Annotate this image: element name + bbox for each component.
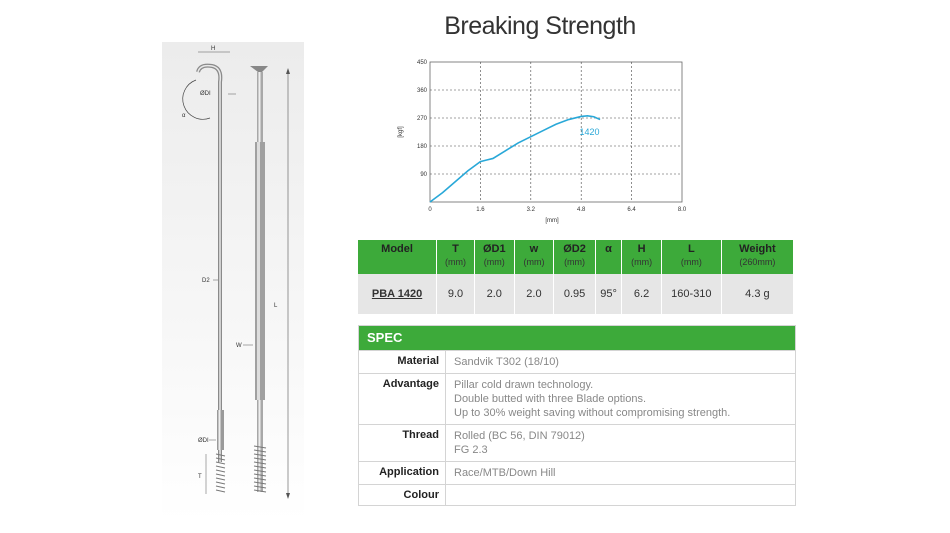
advantage-label: Advantage bbox=[359, 374, 446, 424]
header-alpha: α bbox=[595, 240, 621, 274]
h-label: H bbox=[211, 46, 216, 52]
model-spec-table bbox=[358, 240, 794, 314]
plot-area bbox=[430, 62, 682, 202]
y-tick-label: 270 bbox=[416, 116, 427, 122]
chart-title: Breaking Strength bbox=[444, 12, 636, 40]
x-axis-label: [mm] bbox=[545, 218, 559, 224]
application-value: Race/MTB/Down Hill bbox=[454, 467, 556, 479]
header-w: w (mm) bbox=[514, 240, 554, 274]
header-t: T (mm) bbox=[437, 240, 475, 274]
spoke-drawing bbox=[162, 42, 304, 522]
alpha-label: α bbox=[182, 113, 186, 119]
cell-w: 2.0 bbox=[514, 274, 554, 314]
spec-panel bbox=[358, 325, 796, 506]
y-tick-label: 450 bbox=[416, 60, 427, 66]
spec-row-colour bbox=[359, 484, 795, 505]
x-tick-label: 8.0 bbox=[677, 207, 687, 213]
spec-header: SPEC bbox=[359, 326, 795, 350]
cell-l: 160-310 bbox=[661, 274, 721, 314]
cell-weight: 4.3 g bbox=[721, 274, 793, 314]
table-header-row bbox=[358, 240, 794, 274]
spoke-diagram bbox=[162, 42, 304, 522]
breaking-strength-chart bbox=[380, 50, 700, 230]
material-label: Material bbox=[359, 351, 446, 373]
w-label: W bbox=[236, 343, 242, 349]
spec-row-material bbox=[359, 350, 795, 373]
spec-row-thread bbox=[359, 424, 795, 461]
cell-od1: 2.0 bbox=[474, 274, 514, 314]
series-label: 1420 bbox=[579, 127, 600, 138]
x-tick-label: 4.8 bbox=[577, 207, 586, 213]
table-row bbox=[358, 274, 794, 314]
header-od2: ØD2 (mm) bbox=[554, 240, 596, 274]
x-tick-label: 1.6 bbox=[476, 207, 485, 213]
advantage-value: Pillar cold drawn technology. Double butted with three Blade options. Up to 30% weight saving without compromising strength. bbox=[454, 379, 731, 419]
colour-label: Colour bbox=[359, 485, 446, 505]
header-od1: ØD1 (mm) bbox=[474, 240, 514, 274]
od-top-label: ØDI bbox=[200, 91, 211, 97]
l-label: L bbox=[274, 303, 278, 309]
y-tick-label: 360 bbox=[416, 88, 427, 94]
spec-row-advantage bbox=[359, 373, 795, 424]
cell-t: 9.0 bbox=[437, 274, 475, 314]
thread-value: Rolled (BC 56, DIN 79012) FG 2.3 bbox=[454, 430, 585, 456]
cell-od2: 0.95 bbox=[554, 274, 596, 314]
application-label: Application bbox=[359, 462, 446, 484]
thread-label: Thread bbox=[359, 425, 446, 461]
t-label: T bbox=[198, 474, 202, 480]
header-model: Model bbox=[358, 240, 437, 274]
material-value: Sandvik T302 (18/10) bbox=[454, 356, 559, 368]
x-tick-label: 6.4 bbox=[627, 207, 636, 213]
header-l: L (mm) bbox=[661, 240, 721, 274]
y-tick-label: 90 bbox=[420, 172, 427, 178]
spec-row-application bbox=[359, 461, 795, 484]
cell-model[interactable]: PBA 1420 bbox=[358, 274, 437, 314]
cell-alpha: 95° bbox=[595, 274, 621, 314]
header-h: H (mm) bbox=[622, 240, 662, 274]
y-tick-label: 180 bbox=[416, 144, 427, 150]
header-weight: Weight (260mm) bbox=[721, 240, 793, 274]
od-bottom-label: ØDI bbox=[198, 438, 209, 444]
x-tick-label: 3.2 bbox=[526, 207, 535, 213]
cell-h: 6.2 bbox=[622, 274, 662, 314]
d2-label: D2 bbox=[202, 278, 210, 284]
colour-value bbox=[446, 485, 462, 505]
x-tick-label: 0 bbox=[428, 207, 432, 213]
y-axis-label: [kgf] bbox=[398, 126, 404, 138]
